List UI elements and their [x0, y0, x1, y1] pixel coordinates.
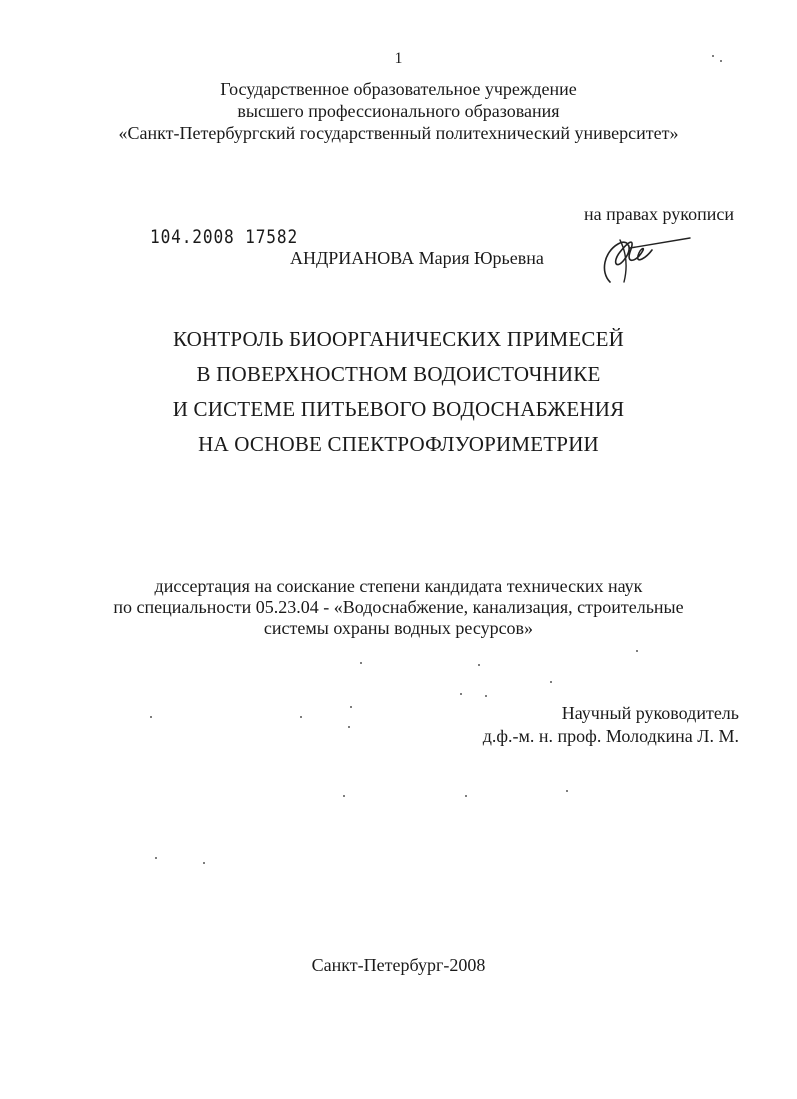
signature-icon [590, 222, 700, 292]
speck [460, 693, 462, 695]
degree-line-3: системы охраны водных ресурсов» [263, 618, 534, 638]
title-line-3: И СИСТЕМЕ ПИТЬЕВОГО ВОДОСНАБЖЕНИЯ [172, 397, 625, 421]
title-line-1: КОНТРОЛЬ БИООРГАНИЧЕСКИХ ПРИМЕСЕЙ [172, 327, 624, 351]
speck [348, 726, 350, 728]
header-line-1: Государственное образовательное учреждение [220, 79, 577, 99]
speck [155, 857, 157, 859]
dissertation-title [0, 322, 797, 462]
degree-line-2: по специальности 05.23.04 - «Водоснабжение, канализация, строительные [113, 597, 684, 617]
speck [343, 795, 345, 797]
speck [636, 650, 638, 652]
header-line-3: «Санкт-Петербургский государственный политехнический университет» [118, 123, 679, 143]
degree-line-1: диссертация на соискание степени кандидата технических наук [154, 576, 643, 596]
speck [550, 681, 552, 683]
title-line-4: НА ОСНОВЕ СПЕКТРОФЛУОРИМЕТРИИ [198, 432, 599, 456]
institution-header [0, 78, 797, 144]
speck [150, 716, 152, 718]
supervisor-name: д.ф.-м. н. проф. Молодкина Л. М. [482, 726, 739, 746]
header-line-2: высшего профессионального образования [237, 101, 560, 121]
speck [485, 695, 487, 697]
speck [465, 795, 467, 797]
page-number: 1 [394, 50, 403, 67]
speck [478, 664, 480, 666]
city-year: Санкт-Петербург-2008 [311, 955, 486, 975]
supervisor-label: Научный руководитель [561, 703, 739, 723]
manuscript-rights: на правах рукописи [584, 204, 734, 224]
title-line-2: В ПОВЕРХНОСТНОМ ВОДОИСТОЧНИКЕ [196, 362, 601, 386]
registry-stamp: 104.2008 17582 [150, 226, 299, 248]
speck [712, 55, 714, 57]
speck [566, 790, 568, 792]
speck [203, 862, 205, 864]
speck [300, 716, 302, 718]
speck [360, 662, 362, 664]
author-name: АНДРИАНОВА Мария Юрьевна [290, 248, 544, 268]
speck [720, 60, 722, 62]
speck [350, 706, 352, 708]
supervisor-block [483, 702, 739, 748]
degree-statement [0, 576, 797, 639]
